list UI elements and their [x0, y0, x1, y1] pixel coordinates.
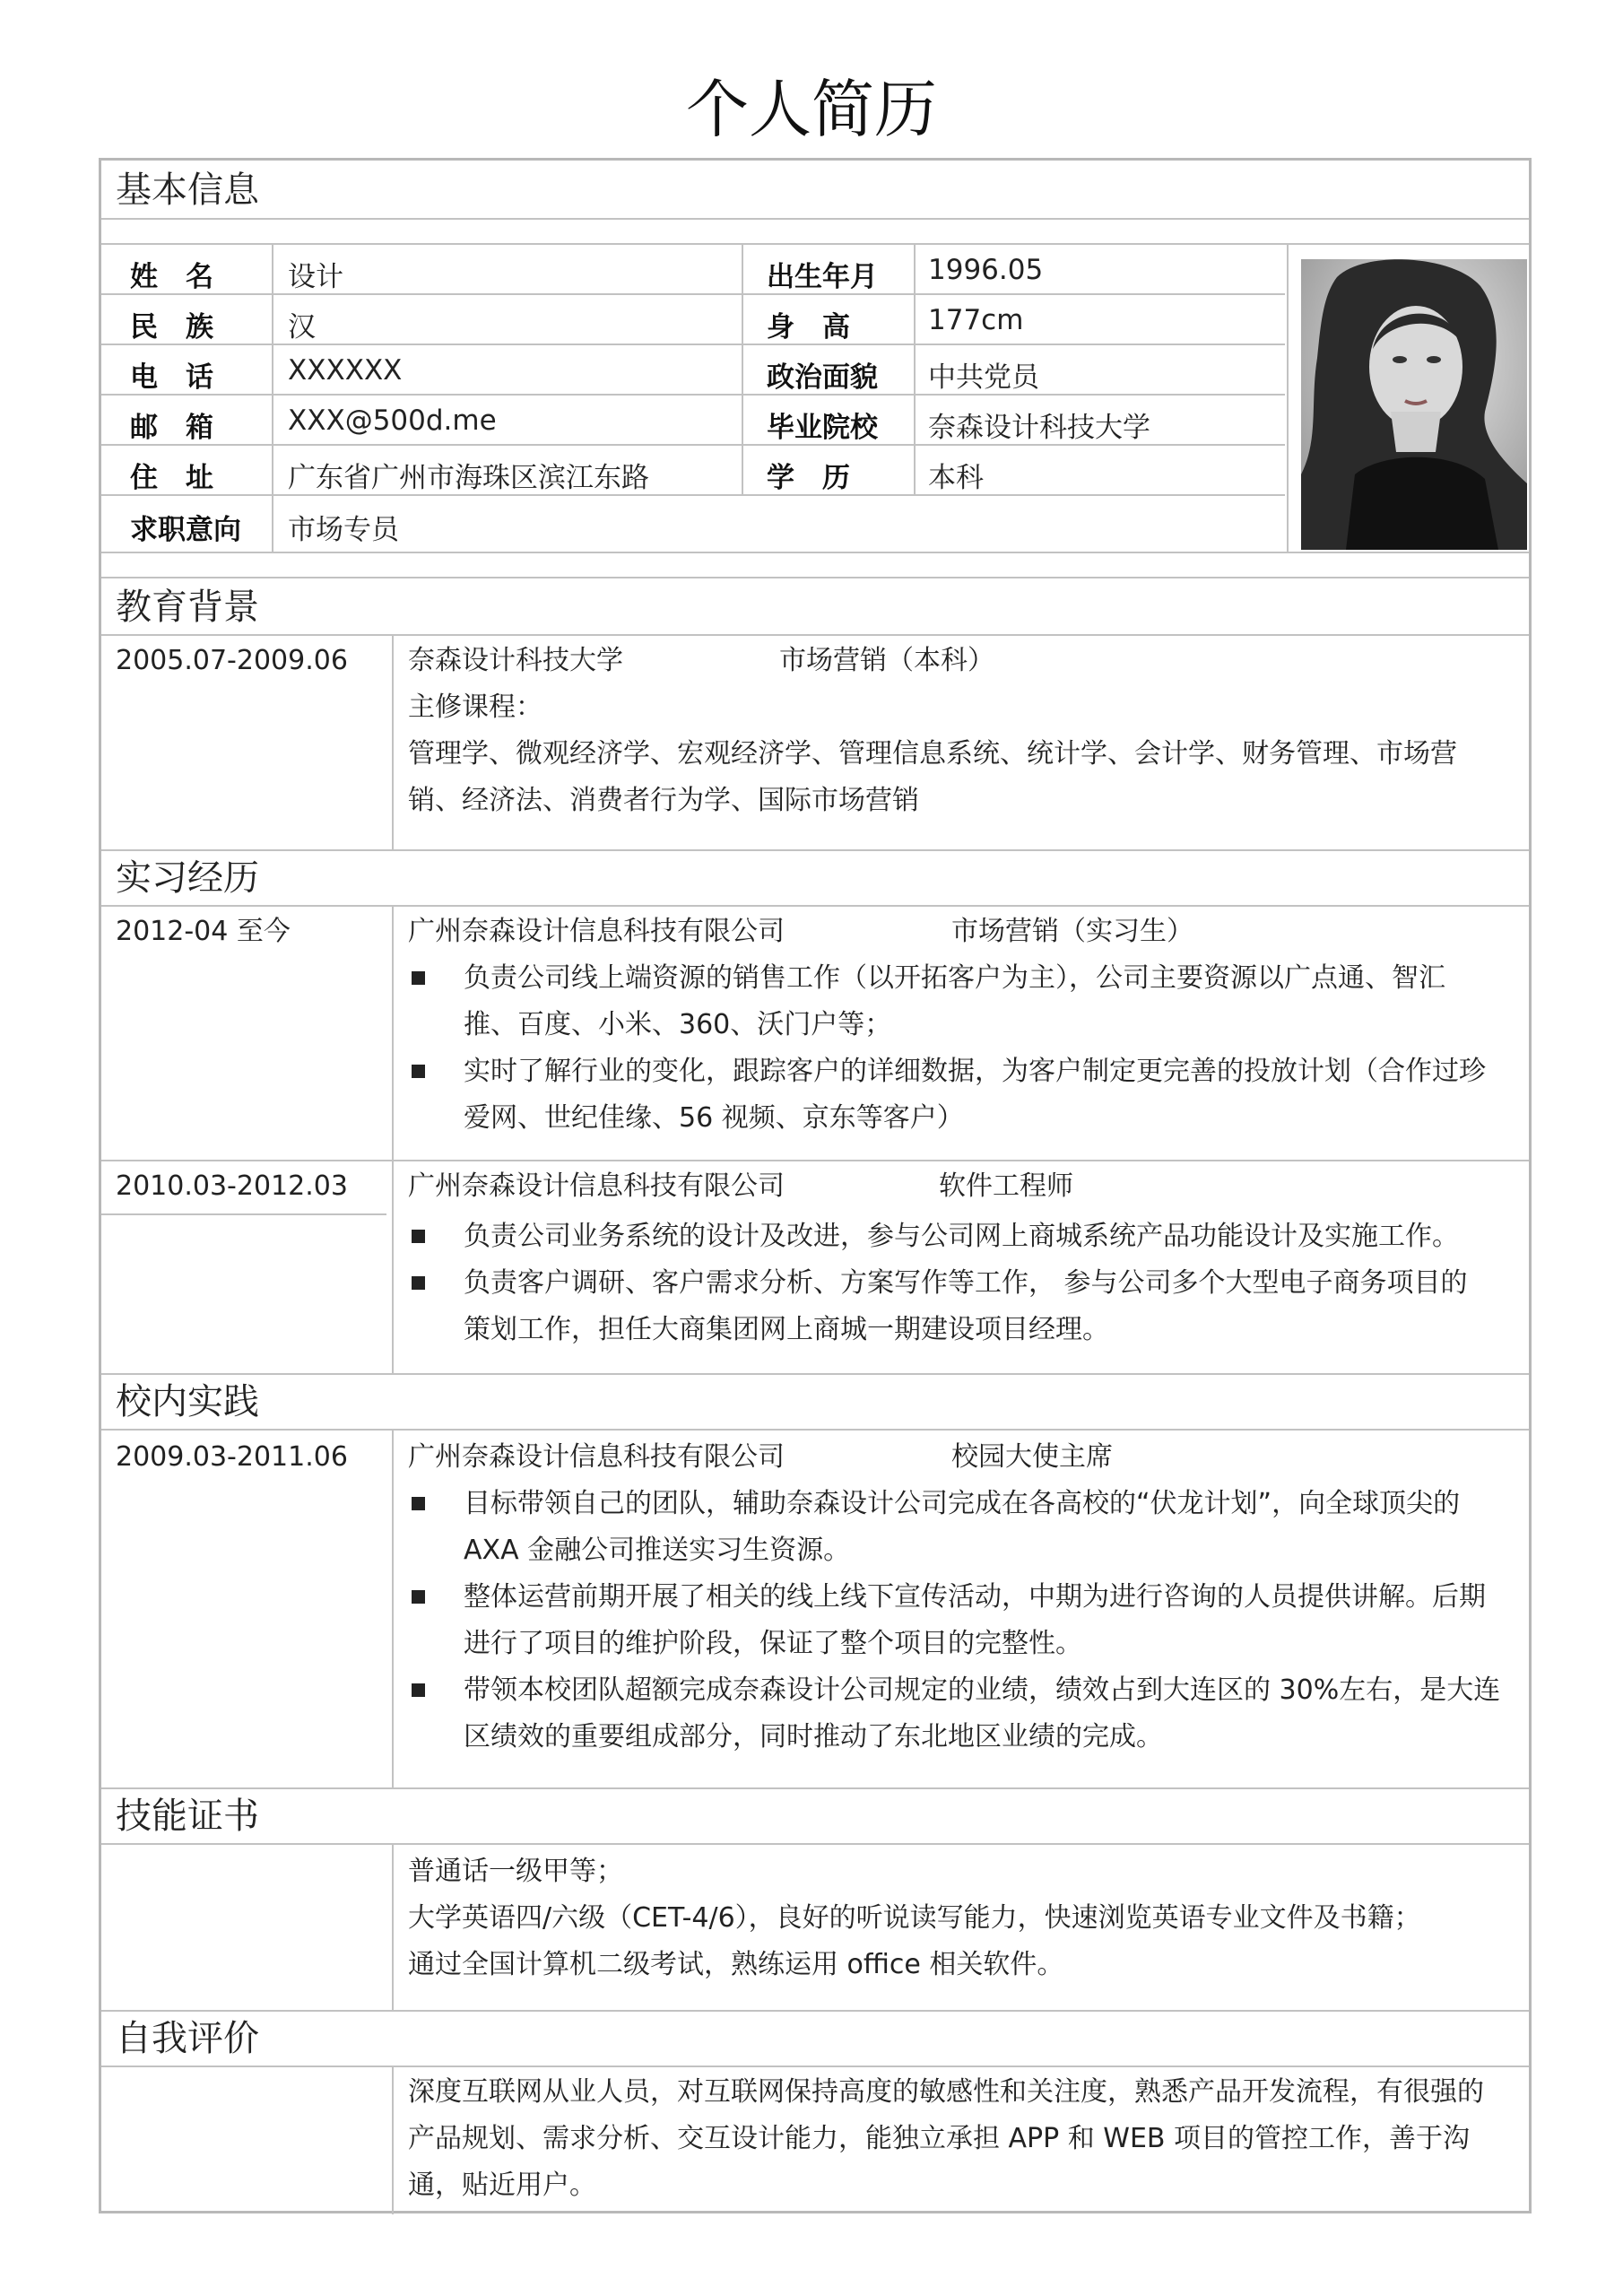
profile-photo	[1301, 259, 1527, 550]
value-height: 177cm	[928, 304, 1024, 336]
bullet-text: 负责公司线上端资源的销售工作（以开拓客户为主），公司主要资源以广点通、智汇	[464, 962, 1445, 994]
internship-role: 软件工程师	[939, 1170, 1073, 1202]
section-title-skills: 技能证书	[116, 1796, 259, 1837]
label-name: 姓 名	[130, 261, 213, 293]
education-school: 奈森设计科技大学	[408, 645, 623, 676]
education-major: 市场营销（本科）	[779, 645, 994, 676]
education-course-label: 主修课程：	[408, 691, 542, 723]
bullet-text: 推、百度、小米、360、沃门户等；	[464, 1009, 892, 1040]
value-birth: 1996.05	[928, 254, 1044, 286]
divider	[742, 243, 743, 494]
bullet-text: 带领本校团队超额完成奈森设计公司规定的业绩，绩效占到大连区的 30%左右，是大连	[464, 1674, 1501, 1706]
divider	[101, 1843, 1529, 1845]
divider	[101, 394, 1285, 396]
section-title-education: 教育背景	[116, 587, 259, 628]
divider	[101, 218, 1529, 220]
value-email: XXX@500d.me	[288, 404, 497, 437]
divider	[101, 1160, 1529, 1161]
divider	[101, 2010, 1529, 2012]
self-eval-line: 通，贴近用户。	[408, 2170, 596, 2201]
label-height: 身 高	[767, 311, 850, 344]
divider	[392, 1843, 394, 2010]
resume-table	[99, 158, 1532, 2213]
divider	[272, 243, 273, 552]
campus-date: 2009.03-2011.06	[116, 1441, 348, 1473]
internship-role: 市场营销（实习生）	[951, 916, 1193, 947]
value-address: 广东省广州市海珠区滨江东路	[288, 462, 649, 494]
divider	[101, 1787, 1529, 1789]
label-phone: 电 话	[130, 361, 213, 394]
bullet-icon	[412, 1590, 425, 1604]
skill-item: 大学英语四/六级（CET-4/6），良好的听说读写能力，快速浏览英语专业文件及书籍；	[408, 1902, 1421, 1934]
divider	[392, 2066, 394, 2214]
campus-role: 校园大使主席	[951, 1441, 1113, 1473]
label-address: 住 址	[130, 462, 213, 494]
self-eval-line: 产品规划、需求分析、交互设计能力，能独立承担 APP 和 WEB 项目的管控工作，善于沟	[408, 2123, 1471, 2154]
divider	[392, 1429, 394, 1787]
value-ethnicity: 汉	[288, 311, 316, 344]
section-title-internship: 实习经历	[116, 857, 259, 899]
skill-item: 通过全国计算机二级考试，熟练运用 office 相关软件。	[408, 1949, 1064, 1980]
divider	[101, 1429, 1529, 1431]
divider	[392, 634, 394, 849]
bullet-text: 区绩效的重要组成部分，同时推动了东北地区业绩的完成。	[464, 1721, 1163, 1752]
divider	[101, 494, 1285, 496]
label-political: 政治面貌	[767, 361, 878, 394]
divider	[101, 849, 1529, 851]
bullet-text: 负责客户调研、客户需求分析、方案写作等工作， 参与公司多个大型电子商务项目的	[464, 1267, 1468, 1299]
education-date: 2005.07-2009.06	[116, 645, 348, 676]
label-ethnicity: 民 族	[130, 311, 213, 344]
divider	[101, 2066, 1529, 2067]
bullet-icon	[412, 971, 425, 985]
divider	[101, 577, 1529, 578]
divider	[101, 634, 1529, 636]
label-school: 毕业院校	[767, 412, 878, 444]
section-title-campus: 校内实践	[116, 1381, 259, 1422]
divider	[392, 905, 394, 1373]
bullet-text: 目标带领自己的团队，辅助奈森设计公司完成在各高校的“伏龙计划”，向全球顶尖的	[464, 1488, 1461, 1519]
divider	[101, 1213, 386, 1215]
divider	[101, 1373, 1529, 1375]
self-eval-line: 深度互联网从业人员，对互联网保持高度的敏感性和关注度，熟悉产品开发流程，有很强的	[408, 2076, 1484, 2108]
label-degree: 学 历	[767, 462, 850, 494]
bullet-icon	[412, 1230, 425, 1243]
divider	[101, 344, 1285, 345]
internship-date: 2010.03-2012.03	[116, 1170, 348, 1202]
section-title-basic: 基本信息	[116, 170, 259, 211]
divider	[101, 905, 1529, 907]
value-degree: 本科	[928, 462, 984, 494]
bullet-text: 爱网、世纪佳缘、56 视频、京东等客户）	[464, 1102, 964, 1134]
bullet-text: 整体运营前期开展了相关的线上线下宣传活动，中期为进行咨询的人员提供讲解。后期	[464, 1581, 1486, 1613]
bullet-text: 进行了项目的维护阶段，保证了整个项目的完整性。	[464, 1628, 1082, 1659]
page-title: 个人简历	[686, 73, 937, 146]
skill-item: 普通话一级甲等；	[408, 1856, 623, 1887]
internship-company: 广州奈森设计信息科技有限公司	[408, 1170, 785, 1202]
divider	[1287, 243, 1289, 552]
value-school: 奈森设计科技大学	[928, 412, 1150, 444]
bullet-icon	[412, 1683, 425, 1697]
education-courses-line: 销、经济法、消费者行为学、国际市场营销	[408, 785, 919, 816]
internship-company: 广州奈森设计信息科技有限公司	[408, 916, 785, 947]
value-phone: XXXXXX	[288, 354, 403, 387]
divider	[101, 243, 1529, 245]
bullet-text: 策划工作，担任大商集团网上商城一期建设项目经理。	[464, 1314, 1109, 1345]
value-name: 设计	[288, 261, 343, 293]
label-job-intent: 求职意向	[130, 514, 241, 546]
bullet-icon	[412, 1065, 425, 1078]
divider	[914, 243, 916, 494]
bullet-text: 实时了解行业的变化，跟踪客户的详细数据，为客户制定更完善的投放计划（合作过珍	[464, 1056, 1486, 1087]
bullet-text: 负责公司业务系统的设计及改进，参与公司网上商城系统产品功能设计及实施工作。	[464, 1221, 1459, 1252]
divider	[101, 552, 1529, 553]
campus-company: 广州奈森设计信息科技有限公司	[408, 1441, 785, 1473]
section-title-self: 自我评价	[116, 2018, 259, 2059]
bullet-icon	[412, 1497, 425, 1510]
bullet-icon	[412, 1276, 425, 1290]
label-birth: 出生年月	[767, 261, 878, 293]
internship-date: 2012-04 至今	[116, 916, 291, 947]
divider	[101, 293, 1285, 295]
bullet-text: AXA 金融公司推送实习生资源。	[464, 1535, 851, 1566]
label-email: 邮 箱	[130, 412, 213, 444]
value-political: 中共党员	[928, 361, 1039, 394]
value-job-intent: 市场专员	[288, 514, 399, 546]
education-courses-line: 管理学、微观经济学、宏观经济学、管理信息系统、统计学、会计学、财务管理、市场营	[408, 738, 1457, 770]
